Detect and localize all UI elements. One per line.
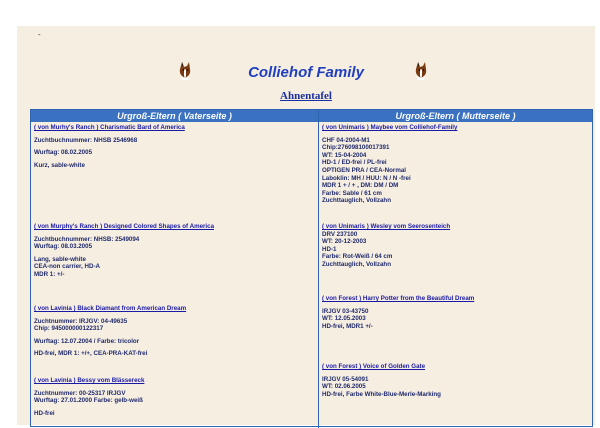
ancestor-name-link[interactable]: ( von Murphy's Ranch ) Designed Colored Shapes of America (34, 223, 215, 230)
studbook-number: Zuchtnummer: IRJGV: 04-49635 (34, 317, 128, 325)
studbook-number: Zuchtbuchnummer: NHSB: 2549094 (34, 235, 140, 243)
coat-info: Kurz, sable-white (34, 161, 85, 169)
detail-line: Farbe: Sable / 61 cm (322, 189, 382, 197)
ancestor-name-link[interactable]: ( von Unimaris ) Wesley vom Seerosenteich (322, 223, 451, 230)
mother-side-column (319, 110, 592, 426)
ancestor-entry (34, 223, 214, 279)
ancestor-name-link[interactable]: ( von Lavinia ) Bessy vom Blässereck (34, 377, 145, 384)
ancestor-entry (34, 305, 186, 358)
detail-line: OPTIGEN PRA / CEA-Normal (322, 166, 406, 174)
detail-line: Zuchttauglich, Vollzahn (322, 197, 391, 205)
page-title: Colliehof Family (248, 64, 364, 81)
detail-line: Chip:276098100017391 (322, 144, 390, 152)
detail-line: WT: 12.05.2003 (322, 315, 366, 323)
detail-line: IRJGV 05-54091 (322, 375, 369, 383)
birth-date: Wurftag: 27.01.2000 Farbe: gelb-weiß (34, 397, 143, 405)
detail-line: MDR 1 + / + , DM: DM / DM (322, 182, 399, 190)
chip-number: Chip: 945000000122317 (34, 325, 104, 333)
page-subtitle: Ahnentafel (280, 90, 332, 102)
page-header (17, 60, 595, 90)
health-info: HD-frei, MDR 1: +/+, CEA-PRA-KAT-frei (34, 350, 148, 358)
detail-line: HD-frei, MDR1 +/- (322, 322, 373, 330)
detail-line: Laboklin: MH / HUU: N / N -frei (322, 174, 411, 182)
coat-info: Lang, sable-white (34, 255, 86, 263)
ancestor-name-link[interactable]: ( von Forest ) Voice of Golden Gate (322, 363, 426, 370)
detail-line: IRJGV 03-43750 (322, 307, 369, 315)
detail-line: WT: 02.06.2005 (322, 383, 366, 391)
detail-line: WT: 20-12-2003 (322, 238, 367, 246)
detail-line: HD-frei, Farbe White-Blue-Merle-Marking (322, 390, 441, 398)
mdr-info: MDR 1: +/- (34, 270, 65, 278)
ancestor-entry (322, 295, 474, 330)
birth-date: Wurftag: 12.07.2004 / Farbe: tricolor (34, 337, 140, 345)
ancestor-name-link[interactable]: ( von Unimaris ) Maybee vom Colliehof-Family (322, 124, 458, 131)
collie-head-icon (413, 60, 429, 80)
father-side-column (31, 110, 318, 426)
ancestor-entry (322, 363, 441, 398)
birth-date: Wurftag: 08.03.2005 (34, 243, 93, 251)
studbook-number: Zuchtnummer: 00-25317 IRJGV (34, 389, 126, 397)
ancestor-name-link[interactable]: ( von Forest ) Harry Potter from the Beautiful Dream (322, 295, 475, 302)
mother-side-header: Urgroß-Eltern ( Mutterseite ) (319, 110, 592, 122)
studbook-number: Zuchtbuchnummer: NHSB 2546968 (34, 136, 138, 144)
father-side-header: Urgroß-Eltern ( Vaterseite ) (31, 110, 318, 122)
detail-line: Farbe: Rot-Weiß / 64 cm (322, 253, 393, 261)
detail-line: CHF 04-2004-M1 (322, 136, 370, 144)
ancestor-entry (322, 124, 457, 205)
ancestor-entry (34, 377, 144, 417)
pedigree-table (30, 109, 593, 427)
detail-line: DRV 237100 (322, 230, 358, 238)
health-info: CEA-non carrier, HD-A (34, 263, 101, 271)
detail-line: HD-1 (322, 245, 337, 253)
ancestor-entry (322, 223, 450, 269)
birth-date: Wurftag: 08.02.2005 (34, 149, 93, 157)
health-info: HD-frei (34, 409, 55, 417)
ancestor-name-link[interactable]: ( von Murhy's Ranch ) Charismatic Bard of America (34, 124, 185, 131)
detail-line: Zuchttauglich, Vollzahn (322, 260, 391, 268)
detail-line: HD-1 / ED-frei / PL-frei (322, 159, 387, 167)
detail-line: WT: 15-04-2004 (322, 151, 367, 159)
stray-dash: - (38, 30, 41, 39)
ancestor-name-link[interactable]: ( von Lavinia ) Black Diamant from American Dream (34, 305, 187, 312)
document-page (17, 26, 595, 425)
ancestor-entry (34, 124, 185, 169)
